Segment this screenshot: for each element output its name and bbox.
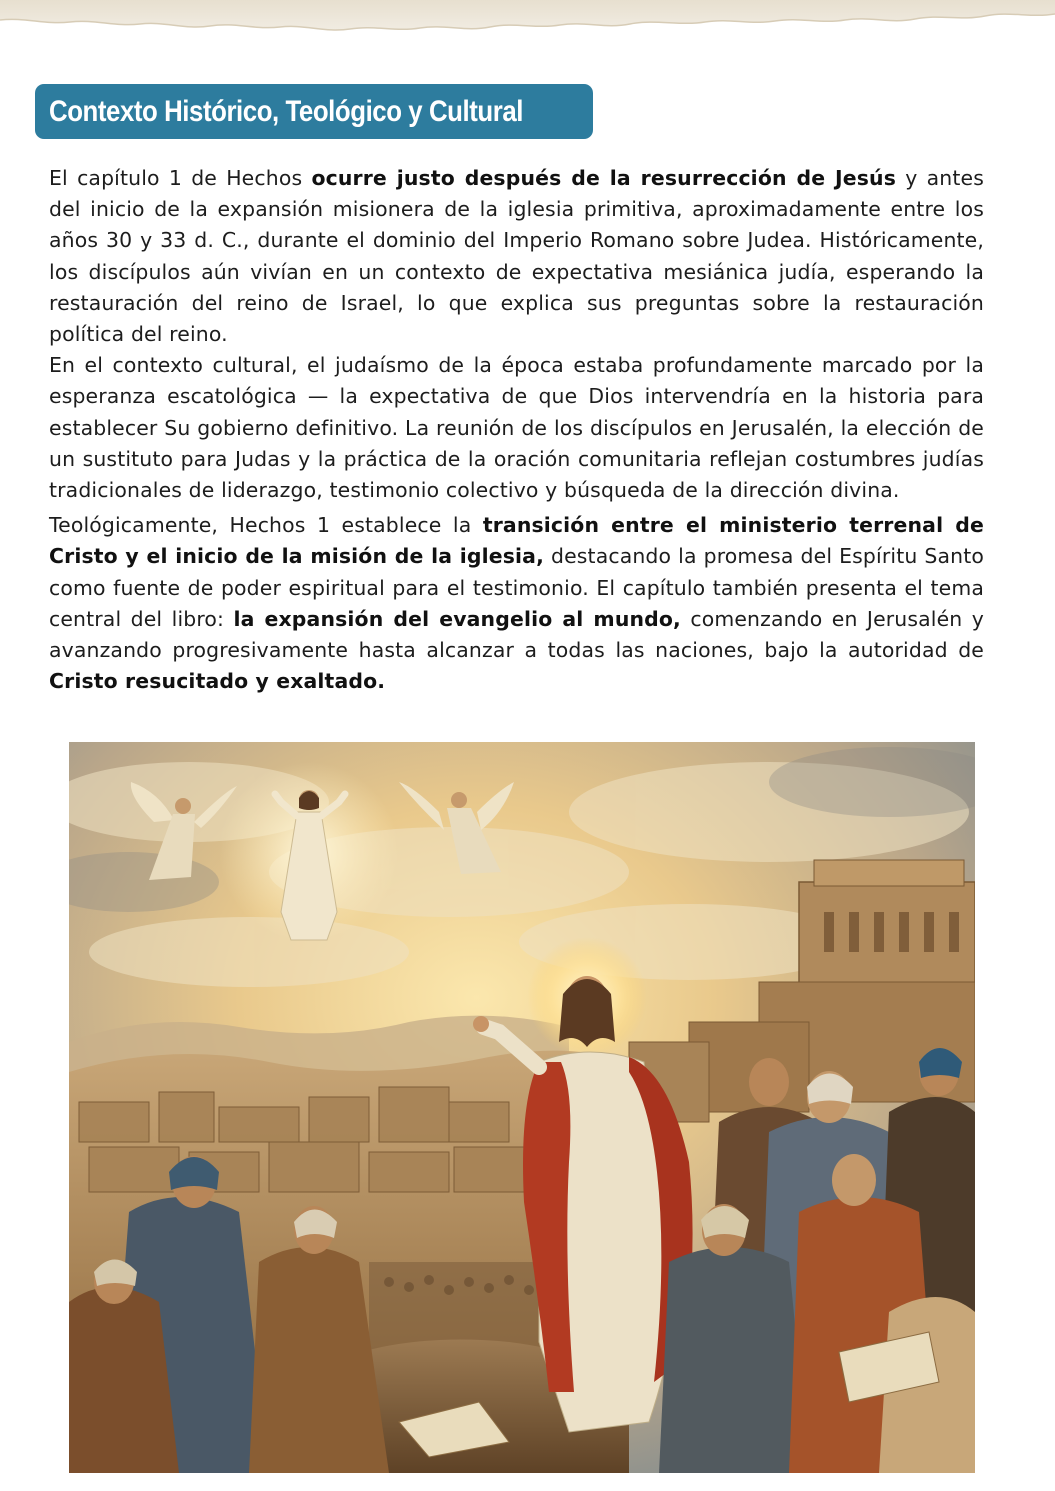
torn-paper-header [0, 0, 1055, 40]
text-run: comenzando en Jerusalén y avanzando progresivamente hasta alcanzar a todas las naciones, bajo la autoridad de [49, 606, 984, 663]
paragraph-theological [49, 510, 984, 697]
section-title: Contexto Histórico, Teológico y Cultural [49, 94, 523, 128]
text-run: destacando la promesa del Espíritu Santo como fuente de poder espiritual para el testimonio. El capítulo también presenta el tema central del libro: [49, 544, 984, 631]
text-run: y antes del inicio de la expansión misionera de la iglesia primitiva, aproximadamente entre los años 30 y 33 d. C., durante el dominio del Imperio Romano sobre Judea. Históricamente, los discípulos aún vivían en un contexto de expectativa mesiánica judía, esperando la restauración del reino de Israel, lo que explica sus preguntas sobre la restauración política del reino. [49, 166, 984, 347]
paragraph-cultural [49, 350, 984, 506]
body-text [49, 163, 984, 697]
text-run-bold: Cristo resucitado y exaltado. [49, 669, 386, 694]
ascension-illustration [69, 742, 975, 1473]
text-run-bold: ocurre justo después de la resurrección de Jesús [311, 166, 896, 190]
text-run: En el contexto cultural, el judaísmo de la época estaba profundamente marcado por la esperanza escatológica — la expectativa de que Dios intervendría en la historia para establecer Su gobierno definitivo. La reunión de los discípulos en Jerusalén, la elección de un sustituto para Judas y la práctica de la oración comunitaria reflejan costumbres judías tradicionales de liderazgo, testimonio colectivo y búsqueda de la dirección divina. [49, 353, 984, 503]
paragraph-historical [49, 163, 984, 350]
text-run: Teológicamente, Hechos 1 establece la [49, 513, 483, 538]
text-run-bold: transición entre el ministerio terrenal de Cristo y el inicio de la misión de la iglesia, [49, 513, 984, 569]
section-heading-banner [35, 84, 593, 139]
text-run-bold: la expansión del evangelio al mundo, [233, 606, 681, 631]
ascension-painting-svg [69, 742, 975, 1473]
text-run: El capítulo 1 de Hechos [49, 166, 312, 190]
